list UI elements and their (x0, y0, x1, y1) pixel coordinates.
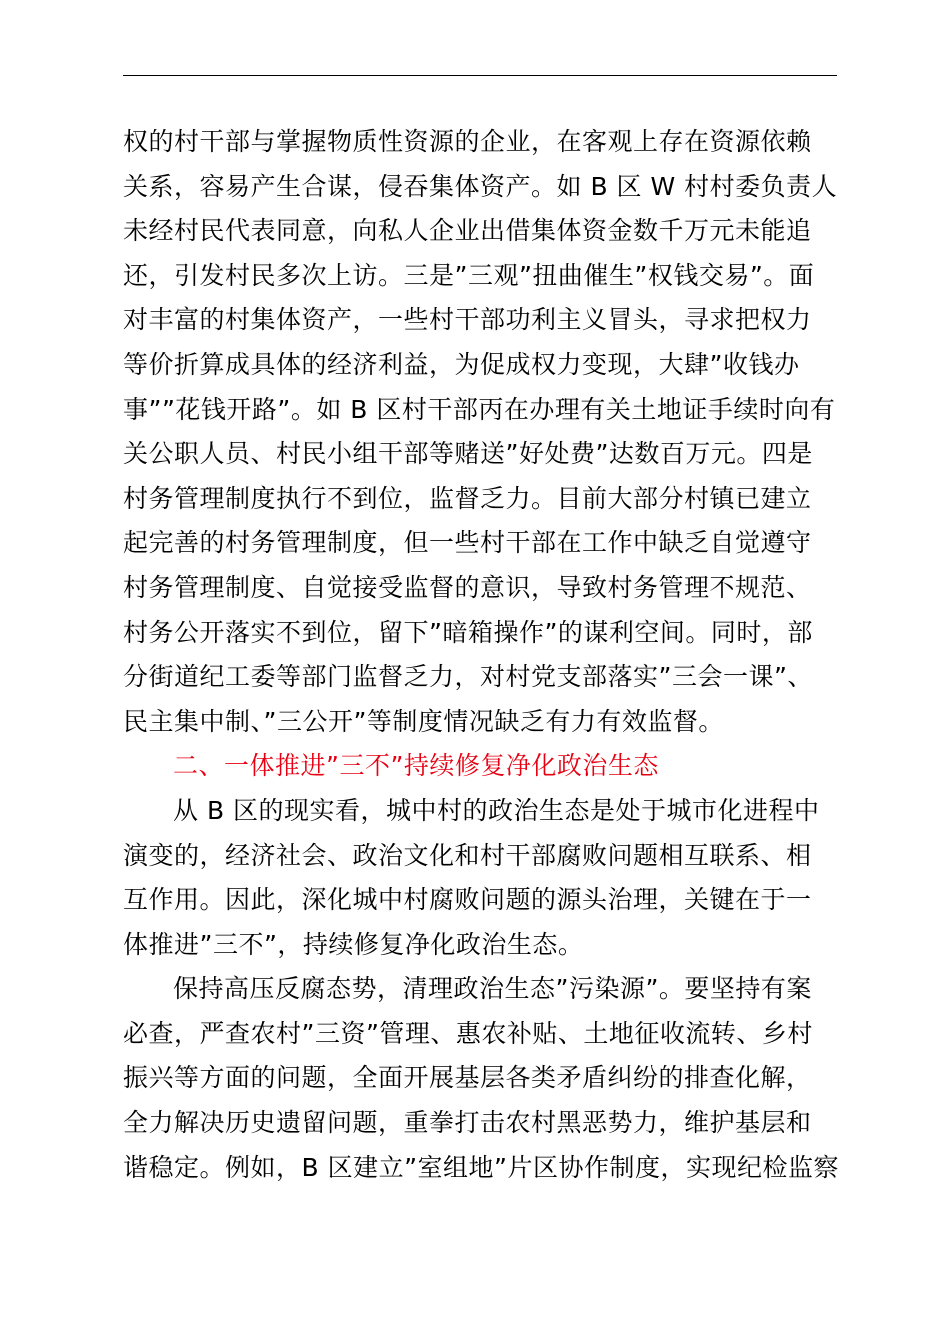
text-line: 关系，容易产生合谋，侵吞集体资产。如 B 区 W 村村委负责人 (123, 171, 838, 201)
text-line: 全力解决历史遗留问题，重拳打击农村黑恶势力，维护基层和 (123, 1108, 812, 1138)
text-line: 民主集中制、”三公开”等制度情况缺乏有力有效监督。 (123, 706, 724, 736)
text-line: 未经村民代表同意，向私人企业出借集体资金数千万元未能追 (123, 216, 812, 246)
text-line: 分街道纪工委等部门监督乏力，对村党支部落实”三会一课”、 (123, 662, 813, 692)
text-line: 村务公开落实不到位，留下”暗箱操作”的谋利空间。同时，部 (123, 617, 813, 647)
text-line: 村务管理制度执行不到位，监督乏力。目前大部分村镇已建立 (123, 483, 812, 513)
text-line: 演变的，经济社会、政治文化和村干部腐败问题相互联系、相 (123, 840, 812, 870)
text-line: 关公职人员、村民小组干部等赌送”好处费”达数百万元。四是 (123, 439, 813, 469)
section-heading: 二、一体推进”三不”持续修复净化政治生态 (173, 751, 659, 781)
text-line: 必查，严查农村”三资”管理、惠农补贴、土地征收流转、乡村 (123, 1018, 813, 1048)
document-body (123, 120, 843, 1190)
text-line: 振兴等方面的问题，全面开展基层各类矛盾纠纷的排查化解， (123, 1063, 812, 1093)
text-line: 权的村干部与掌握物质性资源的企业，在客观上存在资源依赖 (123, 127, 812, 156)
header-rule (123, 75, 837, 76)
text-line: 还，引发村民多次上访。三是”三观”扭曲催生”权钱交易”。面 (123, 260, 815, 290)
paragraph-first-line: 从 B 区的现实看，城中村的政治生态是处于城市化进程中 (173, 795, 820, 825)
text-line: 互作用。因此，深化城中村腐败问题的源头治理，关键在于一 (123, 885, 812, 915)
paragraph-first-line: 保持高压反腐态势，清理政治生态”污染源”。要坚持有案 (173, 974, 812, 1004)
text-line: 起完善的村务管理制度，但一些村干部在工作中缺乏自觉遵守 (123, 528, 812, 558)
text-line: 对丰富的村集体资产，一些村干部功利主义冒头，寻求把权力 (123, 305, 812, 335)
text-line: 事””花钱开路”。如 B 区村干部丙在办理有关土地证手续时向有 (123, 394, 836, 424)
text-line: 体推进”三不”，持续修复净化政治生态。 (123, 929, 584, 959)
text-line: 谐稳定。例如，B 区建立”室组地”片区协作制度，实现纪检监察 (123, 1152, 840, 1182)
text-line: 等价折算成具体的经济利益，为促成权力变现，大肆”收钱办 (123, 349, 800, 379)
text-line: 村务管理制度、自觉接受监督的意识，导致村务管理不规范、 (123, 572, 812, 602)
